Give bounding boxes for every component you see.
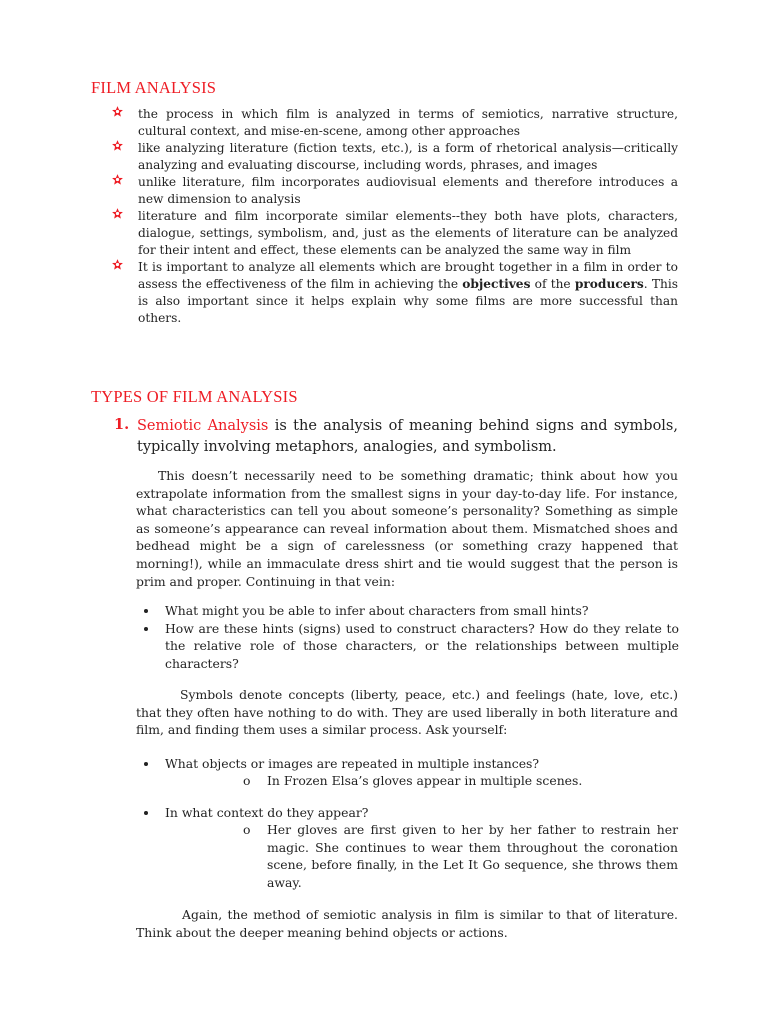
bullet-text: . This is also important since it helps explain why some films are more successful than others. bbox=[138, 277, 678, 325]
list-item bbox=[138, 106, 678, 140]
type-definition bbox=[137, 416, 678, 458]
paragraph-symbols bbox=[136, 686, 678, 739]
sub-list-item bbox=[243, 821, 678, 891]
red-star-icon bbox=[111, 105, 125, 119]
round-bullet-icon bbox=[144, 811, 148, 815]
sub-list-item bbox=[243, 772, 678, 790]
question-text: What objects or images are repeated in multiple instances? bbox=[165, 756, 540, 771]
round-bullet-icon bbox=[144, 627, 148, 631]
paragraph-text: This doesn’t necessarily need to be something dramatic; think about how you extrapolate information from the smallest signs in your day-to-day life. For instance, what characteristics can tell you about someone’s personality? Something as simple as someone’s appearance can reveal information about them. Mismatched shoes and bedhead might be a sign of carelessness (or something crazy happened that morning!), while an immaculate dress shirt and tie would suggest that the person is prim and proper. Continuing in that vein: bbox=[136, 468, 678, 589]
film-analysis-list bbox=[138, 106, 678, 327]
type-description: is the analysis of meaning behind signs and symbols, typically involving metaphors, analogies, and symbolism. bbox=[137, 418, 678, 455]
paragraph-text: Again, the method of semiotic analysis in film is similar to that of literature. Think about the deeper meaning behind objects or actions. bbox=[136, 907, 678, 940]
red-star-icon bbox=[111, 258, 125, 272]
round-bullet-icon bbox=[144, 609, 148, 613]
list-item bbox=[165, 620, 679, 673]
bullet-text: It is important to analyze all elements which are brought together in a film in order to assess the effectiveness of the film in achieving the bbox=[138, 260, 678, 291]
list-item bbox=[138, 140, 678, 174]
bullet-text: literature and film incorporate similar elements--they both have plots, characters, dialogue, settings, symbolism, and, just as the elements of literature can be analyzed for their intent and effect, these elements can be analyzed the same way in film bbox=[138, 209, 678, 257]
red-star-icon bbox=[111, 173, 125, 187]
list-item bbox=[165, 804, 679, 822]
paragraph-text: Symbols denote concepts (liberty, peace, etc.) and feelings (hate, love, etc.) that they often have nothing to do with. They are used liberally in both literature and film, and finding them uses a similar process. Ask yourself: bbox=[136, 687, 678, 738]
heading-film-analysis: FILM ANALYSIS bbox=[91, 78, 217, 97]
sub-bullet-marker: o bbox=[243, 773, 251, 788]
list-item bbox=[138, 174, 678, 208]
type-number: 1. bbox=[114, 416, 130, 433]
sub-bullet-marker: o bbox=[243, 822, 251, 837]
heading-types-of-film-analysis: TYPES OF FILM ANALYSIS bbox=[91, 387, 298, 406]
sub-item-text: In Frozen Elsa’s gloves appear in multiple scenes. bbox=[267, 773, 583, 788]
list-item bbox=[138, 259, 678, 327]
list-item bbox=[165, 602, 679, 620]
bold-objectives: objectives bbox=[462, 277, 531, 291]
round-bullet-icon bbox=[144, 762, 148, 766]
question-list bbox=[165, 602, 679, 672]
list-item bbox=[138, 208, 678, 259]
question-list bbox=[165, 755, 679, 773]
bullet-text: like analyzing literature (fiction texts, etc.), is a form of rhetorical analysis—critically analyzing and evaluating discourse, including words, phrases, and images bbox=[138, 141, 678, 172]
type-term: Semiotic Analysis bbox=[137, 418, 269, 434]
paragraph-signs bbox=[136, 467, 678, 590]
paragraph-conclusion bbox=[136, 906, 678, 941]
list-item bbox=[165, 755, 679, 773]
red-star-icon bbox=[111, 139, 125, 153]
bullet-text: the process in which film is analyzed in terms of semiotics, narrative structure, cultural context, and mise-en-scene, among other approaches bbox=[138, 107, 678, 138]
sub-item-text: Her gloves are first given to her by her father to restrain her magic. She continues to wear them throughout the coronation scene, before finally, in the Let It Go sequence, she throws them away. bbox=[267, 822, 678, 890]
red-star-icon bbox=[111, 207, 125, 221]
bullet-text: unlike literature, film incorporates audiovisual elements and therefore introduces a new dimension to analysis bbox=[138, 175, 678, 206]
bold-producers: producers bbox=[574, 277, 644, 291]
question-list bbox=[165, 804, 679, 822]
question-text: How are these hints (signs) used to construct characters? How do they relate to the relative role of those characters, or the relationships between multiple characters? bbox=[165, 620, 679, 671]
bullet-text: of the bbox=[530, 277, 575, 291]
question-text: What might you be able to infer about characters from small hints? bbox=[165, 603, 589, 618]
question-text: In what context do they appear? bbox=[165, 805, 369, 820]
